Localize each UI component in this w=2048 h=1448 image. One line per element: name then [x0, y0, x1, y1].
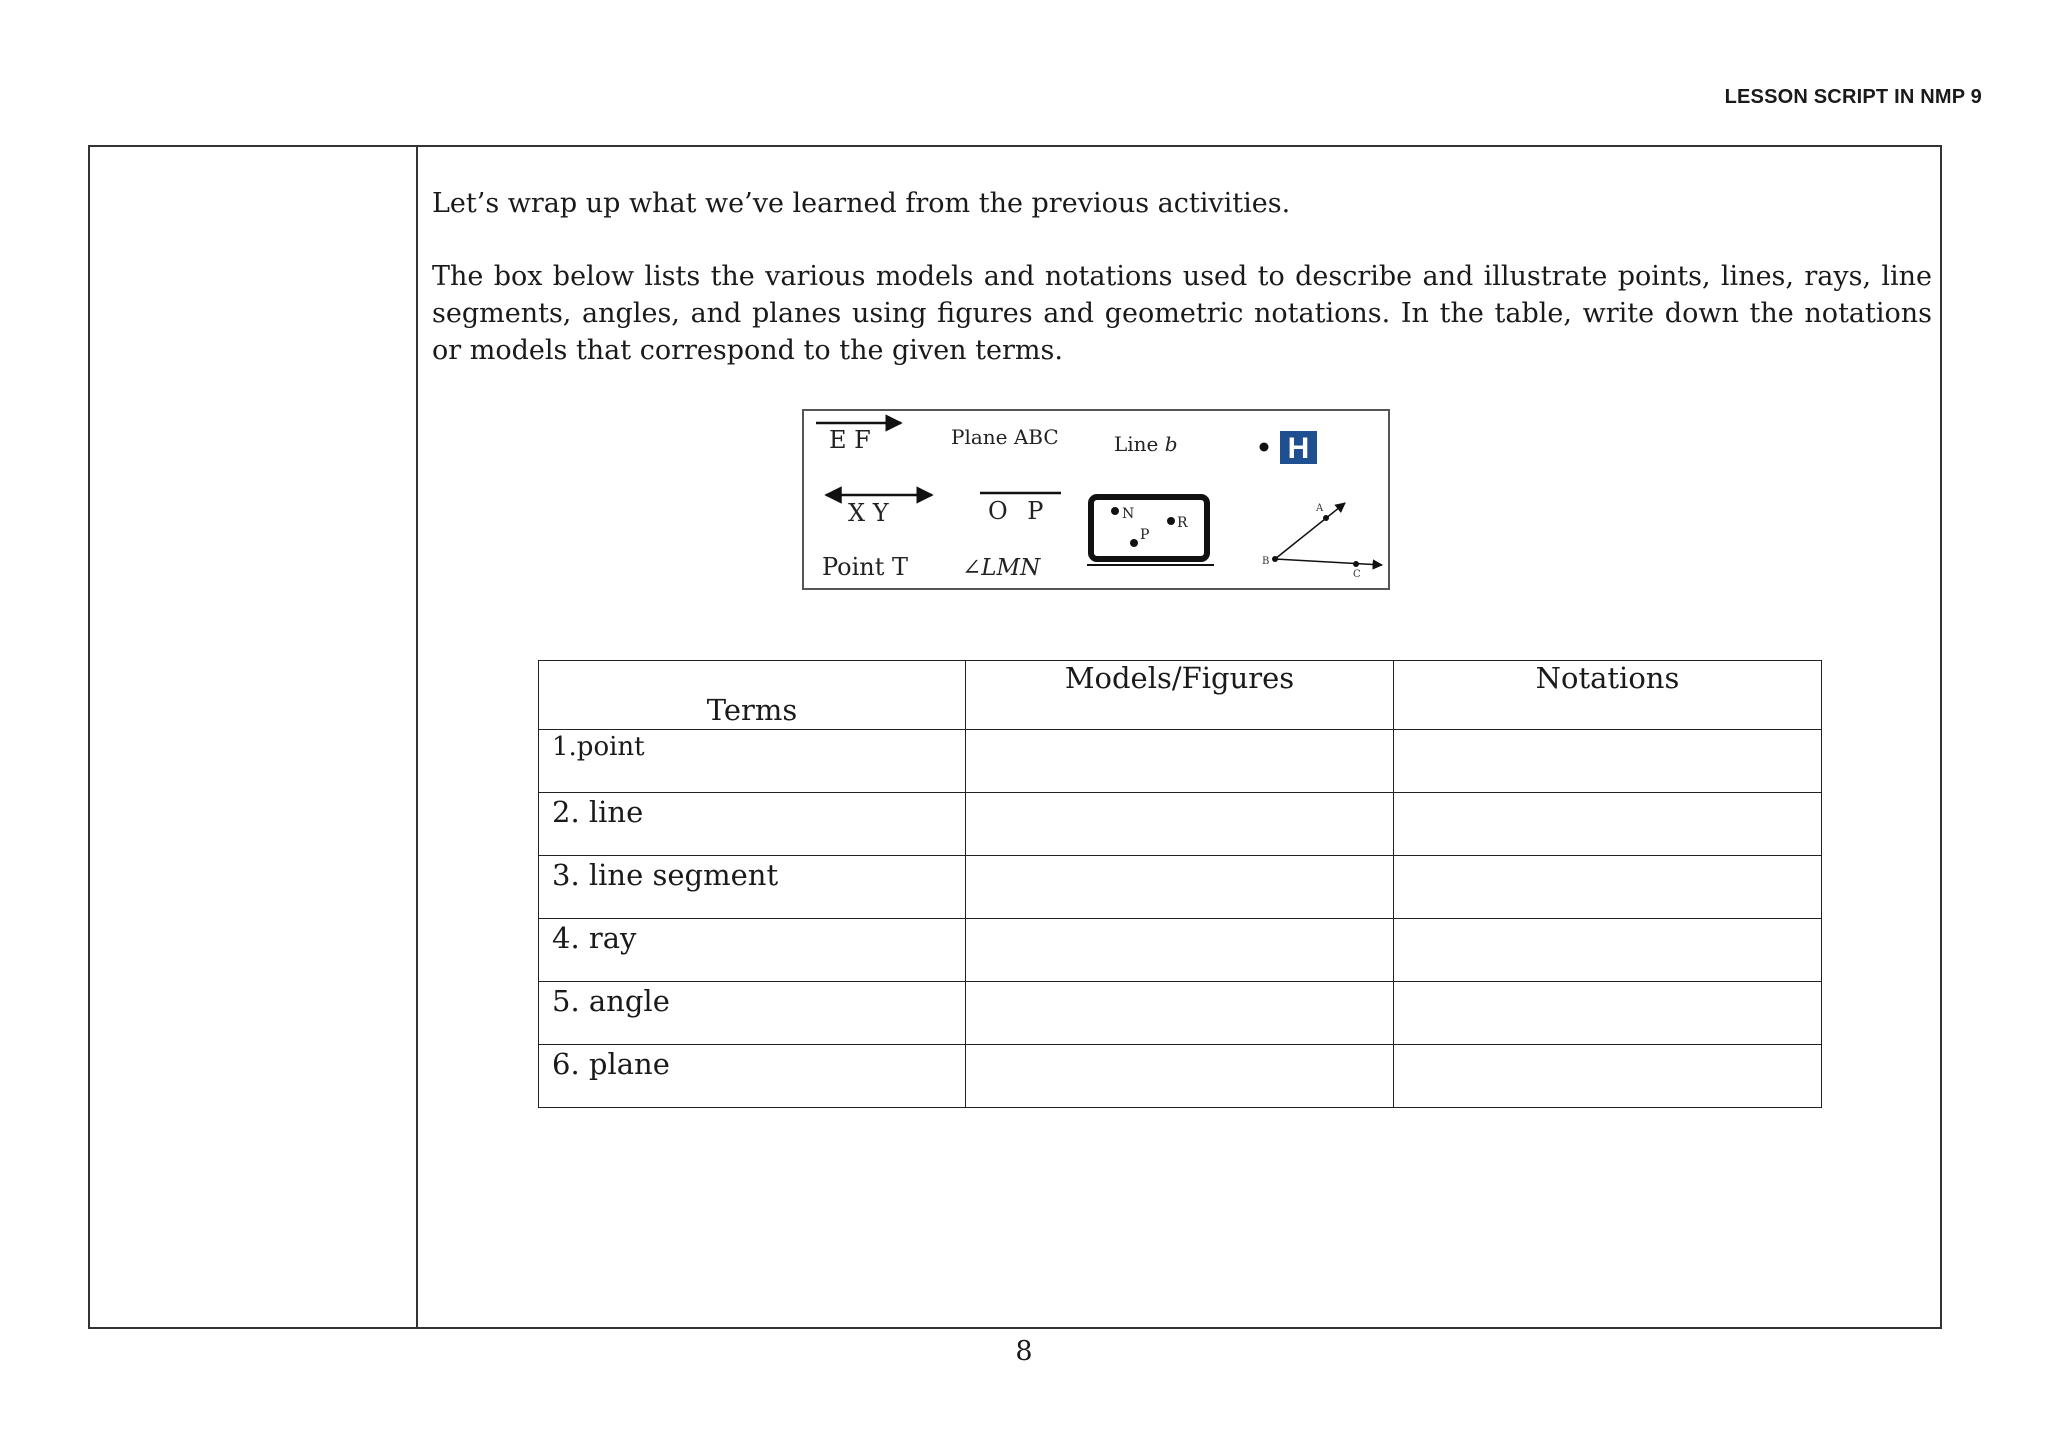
header-notations: Notations	[1394, 661, 1822, 730]
term-cell: 2. line	[539, 793, 966, 856]
models-cell[interactable]	[966, 1045, 1394, 1108]
point-t-label: Point T	[822, 553, 909, 581]
plane-point-r-label: R	[1177, 515, 1188, 531]
angle-point-c	[1353, 561, 1359, 567]
notations-cell[interactable]	[1394, 856, 1822, 919]
angle-label-b: B	[1262, 556, 1270, 567]
left-column	[90, 147, 418, 1327]
table-row	[539, 856, 1822, 919]
notations-cell[interactable]	[1394, 919, 1822, 982]
ray-ef-label: E F	[829, 426, 871, 454]
table-row	[539, 919, 1822, 982]
models-notations-figure	[804, 411, 1388, 588]
angle-ray-bc	[1275, 559, 1382, 565]
models-cell[interactable]	[966, 856, 1394, 919]
header-models: Models/Figures	[966, 661, 1394, 730]
angle-label-c: C	[1353, 569, 1361, 580]
models-cell[interactable]	[966, 919, 1394, 982]
plane-abc-label: Plane ABC	[951, 425, 1059, 449]
term-cell: 4. ray	[539, 919, 966, 982]
plane-point-p-label: P	[1140, 527, 1150, 543]
table-row	[539, 793, 1822, 856]
models-cell[interactable]	[966, 982, 1394, 1045]
notations-cell[interactable]	[1394, 730, 1822, 793]
models-notations-box	[802, 409, 1390, 590]
angle-ray-ba	[1275, 503, 1345, 559]
line-b-label: Line b	[1114, 432, 1178, 456]
terms-table	[538, 660, 1822, 1108]
angle-point-a	[1323, 515, 1329, 521]
term-cell: 6. plane	[539, 1045, 966, 1108]
point-dot	[1260, 443, 1269, 452]
models-cell[interactable]	[966, 730, 1394, 793]
plane-point-n-label: N	[1122, 506, 1135, 522]
notations-cell[interactable]	[1394, 1045, 1822, 1108]
term-cell: 1.point	[539, 730, 966, 793]
table-row	[539, 982, 1822, 1045]
term-cell: 3. line segment	[539, 856, 966, 919]
angle-vertex-b	[1272, 556, 1278, 562]
line-xy-label: X Y	[848, 499, 889, 527]
table-header-row	[539, 661, 1822, 730]
intro-paragraph: Let’s wrap up what we’ve learned from the previous activities.	[432, 188, 1291, 219]
h-icon-letter: H	[1287, 432, 1310, 465]
angle-label-a: A	[1316, 503, 1324, 514]
table-row	[539, 730, 1822, 793]
plane-point-r	[1167, 517, 1175, 525]
term-cell: 5. angle	[539, 982, 966, 1045]
models-cell[interactable]	[966, 793, 1394, 856]
segment-op-label: O P	[988, 497, 1050, 525]
notations-cell[interactable]	[1394, 982, 1822, 1045]
page-number: 8	[1015, 1336, 1033, 1367]
plane-point-p	[1130, 539, 1138, 547]
table-row	[539, 1045, 1822, 1108]
document-header: LESSON SCRIPT IN NMP 9	[1724, 86, 1982, 108]
angle-lmn-label: ∠LMN	[962, 555, 1041, 581]
lesson-content	[432, 185, 1932, 369]
notations-cell[interactable]	[1394, 793, 1822, 856]
plane-point-n	[1111, 507, 1119, 515]
header-terms: Terms	[539, 661, 966, 730]
instructions-paragraph: The box below lists the various models and notations used to describe and illustrate points, lines, rays, line segments, angles, and planes using figures and geometric notations. In the table, write down the notations or models that correspond to the given terms.	[432, 261, 1932, 366]
